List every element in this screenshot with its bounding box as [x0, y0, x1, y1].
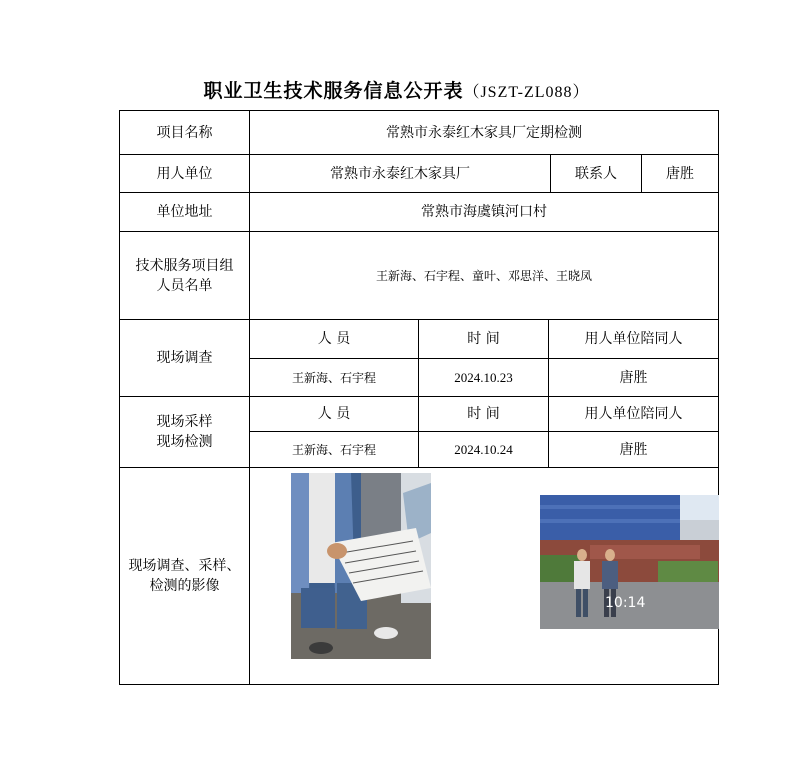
address-value: 常熟市海虞镇河口村 [421, 204, 547, 220]
sampling-date: 2024.10.24 [454, 441, 513, 457]
survey-header-time: 时 间 [467, 331, 500, 347]
survey-escort: 唐胜 [619, 369, 648, 386]
team-value: 王新海、石宇程、童叶、邓思洋、王晓凤 [375, 268, 592, 283]
survey-label: 现场调查 [156, 350, 213, 366]
title-main: 职业卫生技术服务信息公开表 [203, 80, 464, 102]
page-title [0, 76, 793, 103]
sampling-label-line1: 现场采样 [156, 414, 213, 430]
sampling-header-time: 时 间 [467, 406, 500, 422]
team-label [120, 232, 249, 319]
survey-header-people: 人 员 [317, 331, 351, 347]
factory-site-photo [540, 495, 719, 629]
site-survey-photo-drawing [291, 473, 431, 659]
photo-timestamp: 10:14 [605, 595, 646, 611]
survey-header-escort: 用人单位陪同人 [584, 331, 683, 347]
sampling-label-line2: 现场检测 [156, 434, 213, 450]
images-label-line2: 检测的影像 [149, 578, 220, 594]
sampling-escort: 唐胜 [619, 441, 648, 458]
employer-label: 用人单位 [156, 165, 213, 182]
team-label-line2: 人员名单 [156, 277, 213, 294]
project-value: 常熟市永泰红木家具厂定期检测 [386, 124, 582, 141]
factory-site-photo-drawing [540, 495, 719, 629]
title-code: （JSZT-ZL088） [463, 84, 590, 101]
images-label [120, 468, 249, 684]
sampling-people: 王新海、石宇程 [291, 442, 376, 457]
sampling-header-escort: 用人单位陪同人 [584, 406, 683, 422]
info-table [119, 110, 719, 685]
team-label-line1: 技术服务项目组 [135, 257, 234, 274]
survey-date: 2024.10.23 [454, 369, 513, 385]
employer-value: 常熟市永泰红木家具厂 [330, 165, 470, 182]
images-label-line1: 现场调查、采样、 [128, 558, 241, 574]
site-survey-photo [291, 473, 431, 659]
contact-label: 联系人 [575, 165, 617, 182]
address-label: 单位地址 [156, 204, 213, 220]
project-label: 项目名称 [156, 124, 213, 141]
contact-value: 唐胜 [666, 165, 694, 182]
sampling-label [120, 397, 249, 467]
survey-people: 王新海、石宇程 [291, 370, 376, 385]
sampling-header-people: 人 员 [317, 406, 351, 422]
